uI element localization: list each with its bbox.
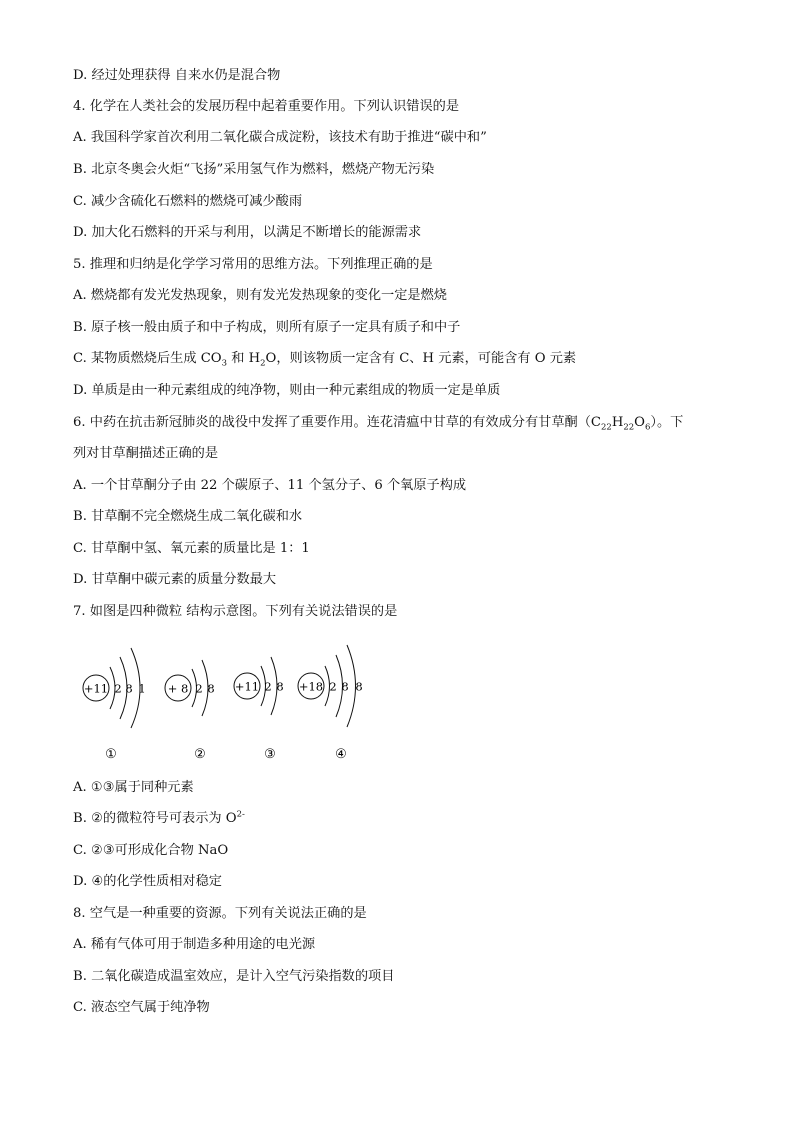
q5-stem: 5. 推理和归纳是化学学习常用的思维方法。下列推理正确的是 [73,257,433,272]
q6-option-d: D. 甘草酮中碳元素的质量分数最大 [73,572,277,587]
q5-option-b: B. 原子核一般由质子和中子构成，则所有原子一定具有质子和中子 [73,320,461,335]
q4-option-c: C. 减少含硫化石燃料的燃烧可减少酸雨 [73,194,303,209]
q8-option-b: B. 二氧化碳造成温室效应，是计入空气污染指数的项目 [73,969,395,984]
particle-3 [234,657,284,715]
q6-option-a: A. 一个甘草酮分子由 22 个碳原子、11 个氢分子、6 个氧原子构成 [73,478,467,493]
shell-4-3: 8 [355,679,363,694]
label-3: ③ [264,747,276,762]
particle-4 [298,645,363,727]
label-1: ① [105,747,117,762]
label-4: ④ [335,747,347,762]
q5-option-d: D. 单质是由一种元素组成的纯净物，则由一种元素组成的物质一定是单质 [73,383,501,398]
q7-option-a: A. ①③属于同种元素 [73,780,194,795]
shell-3-2: 8 [276,679,284,694]
nucleus-4: +18 [298,679,324,694]
particle-2 [165,660,215,716]
q5-option-a: A. 燃烧都有发光发热现象，则有发光发热现象的变化一定是燃烧 [73,288,447,303]
q8-stem: 8. 空气是一种重要的资源。下列有关说法正确的是 [73,906,367,921]
q4-option-b: B. 北京冬奥会火炬“飞扬”采用氢气作为燃料，燃烧产物无污染 [73,162,435,177]
q6-option-c: C. 甘草酮中氢、氧元素的质量比是 1：1 [73,541,310,556]
shell-2-2: 8 [207,681,215,696]
q7-option-b: B. ②的微粒符号可表示为 $O^{2-}$ [73,809,245,826]
shell-1-2: 8 [125,681,133,696]
q6-stem-line2: 列对甘草酮描述正确的是 [73,446,219,461]
nucleus-2: + 8 [167,681,189,696]
q4-option-d: D. 加大化石燃料的开采与利用，以满足不断增长的能源需求 [73,225,422,240]
q3-option-d: D. 经过处理获得 自来水仍是混合物 [73,68,281,83]
q7-option-d: D. ④的化学性质相对稳定 [73,874,222,889]
shell-2-1: 2 [195,681,203,696]
q7-option-c: C. ②③可形成化合物 NaO [73,843,229,858]
q6-stem-line1: 6. 中药在抗击新冠肺炎的战役中发挥了重要作用。连花清瘟中甘草的有效成分有甘草酮$(C_{22}H_{22}O_6)$。下 [73,415,684,433]
nucleus-1: +11 [83,681,109,696]
q4-stem: 4. 化学在人类社会的发展历程中起着重要作用。下列认识错误的是 [73,99,460,114]
q5-option-c: C. 某物质燃烧后生成 $CO_3$ 和 $H_2O$，则该物质一定含有 C、H 元素，可能含有 O 元素 [73,351,577,369]
shell-3-1: 2 [264,679,272,694]
q8-option-a: A. 稀有气体可用于制造多种用途的电光源 [73,937,316,952]
q7-stem: 7. 如图是四种微粒 结构示意图。下列有关说法错误的是 [73,604,398,619]
shell-4-1: 2 [329,679,337,694]
q8-option-c: C. 液态空气属于纯净物 [73,1000,210,1015]
shell-1-1: 2 [114,681,122,696]
particle-1 [83,648,146,728]
shell-4-2: 8 [341,679,349,694]
q4-option-a: A. 我国科学家首次利用二氧化碳合成淀粉，该技术有助于推进“碳中和” [73,130,487,145]
q6-option-b: B. 甘草酮不完全燃烧生成二氧化碳和水 [73,509,303,524]
nucleus-3: +11 [234,679,260,694]
shell-1-3: 1 [138,681,146,696]
atomic-structure-diagram [70,636,390,766]
label-2: ② [194,747,206,762]
